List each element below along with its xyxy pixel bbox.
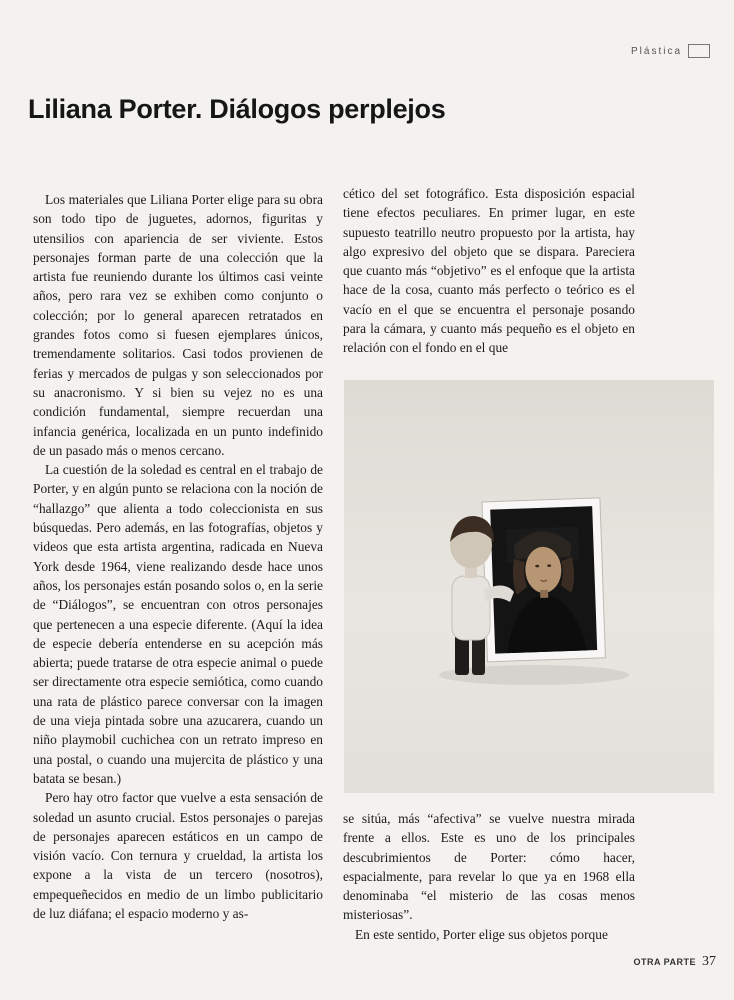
right-column-bottom bbox=[343, 809, 635, 944]
right-column-top bbox=[343, 184, 635, 358]
paragraph: Pero hay otro factor que vuelve a esta sensación de soledad un asunto crucial. Estos personajes o parejas de personajes aparecen estáticos en un campo de visión vacío. Con ternura y crueldad, la artista los expone a la vista de un tercero (nosotros), empequeñecidos en medio de un limbo publicitario de luz diáfana; el espacio moderno y as- bbox=[33, 790, 323, 921]
left-column bbox=[33, 190, 323, 923]
page-number: 37 bbox=[702, 954, 716, 969]
section-label: Plástica bbox=[630, 45, 682, 57]
paragraph: La cuestión de la soledad es central en el trabajo de Porter, y en algún punto se relaciona con la noción de “hallazgo” que alienta a todo coleccionista en sus búsquedas. Pero además, en las fotografías, objetos y videos que esta artista argentina, radicada en Nueva York desde 1964, viene realizando desde hace unos años, los personajes están posando solos o, en la serie de “Diálogos”, se encuentran con otros personajes que pertenecen a una especie diferente. (Aquí la idea de especie debería entenderse en su acepción más abierta; puede tratarse de otra especie animal o puede ser directamente otra especie semiótica, como cuando una rata de plástico parece conversar con la imagen de una vieja pintada sobre una azucarera, cuando un niño playmobil cuchichea con un retrato impreso en una postal, o cuando una mujercita de plástico y una batata se besan.) bbox=[33, 462, 323, 786]
paragraph: se sitúa, más “afectiva” se vuelve nuestra mirada frente a ellos. Este es uno de los principales descubrimientos de Porter: cómo hacer, espacialmente, para revelar lo que ya en 1968 ella denominaba “el misterio de las cosas menos misteriosas”. bbox=[343, 811, 635, 923]
artwork-photo bbox=[344, 380, 714, 793]
article-title: Liliana Porter. Diálogos perplejos bbox=[28, 94, 446, 124]
paragraph: cético del set fotográfico. Esta disposición espacial tiene efectos peculiares. En primer lugar, en este supuesto teatrillo neutro propuesto por la artista, hay algo expresivo del objeto que se dispara. Pareciera que cuanto más “objetivo” es el enfoque que la artista hace de la cosa, cuanto más perfecto o teórico es el vacío en el que se encuentra el personaje posando para la cámara, y cuanto más pequeño es el objeto en relación con el fondo en el que bbox=[343, 186, 635, 356]
page-footer bbox=[634, 954, 717, 970]
section-box-icon bbox=[688, 44, 710, 58]
paragraph: En este sentido, Porter elige sus objetos porque bbox=[355, 926, 608, 942]
artwork-illustration bbox=[344, 380, 714, 793]
section-header bbox=[631, 44, 710, 58]
magazine-name: OTRA PARTE bbox=[633, 957, 696, 967]
paragraph: Los materiales que Liliana Porter elige para su obra son todo tipo de juguetes, adornos, figuritas y utensilios con apariencia de ser viviente. Estos personajes forman parte de una colección que la artista fue reuniendo durante los últimos casi veinte años, pero rara vez se exhiben como conjunto o colección; por lo general aparecen retratados en grandes fotos como si fuesen ejemplares únicos, tremendamente solitarios. Casi todos provienen de ferias y mercados de pulgas y son seleccionados por su anacronismo. Y si bien su vejez no es una condición fundamental, siempre recuerdan una infancia genérica, localizada en un punto indefinido de un pasado más o menos cercano. bbox=[33, 192, 323, 458]
